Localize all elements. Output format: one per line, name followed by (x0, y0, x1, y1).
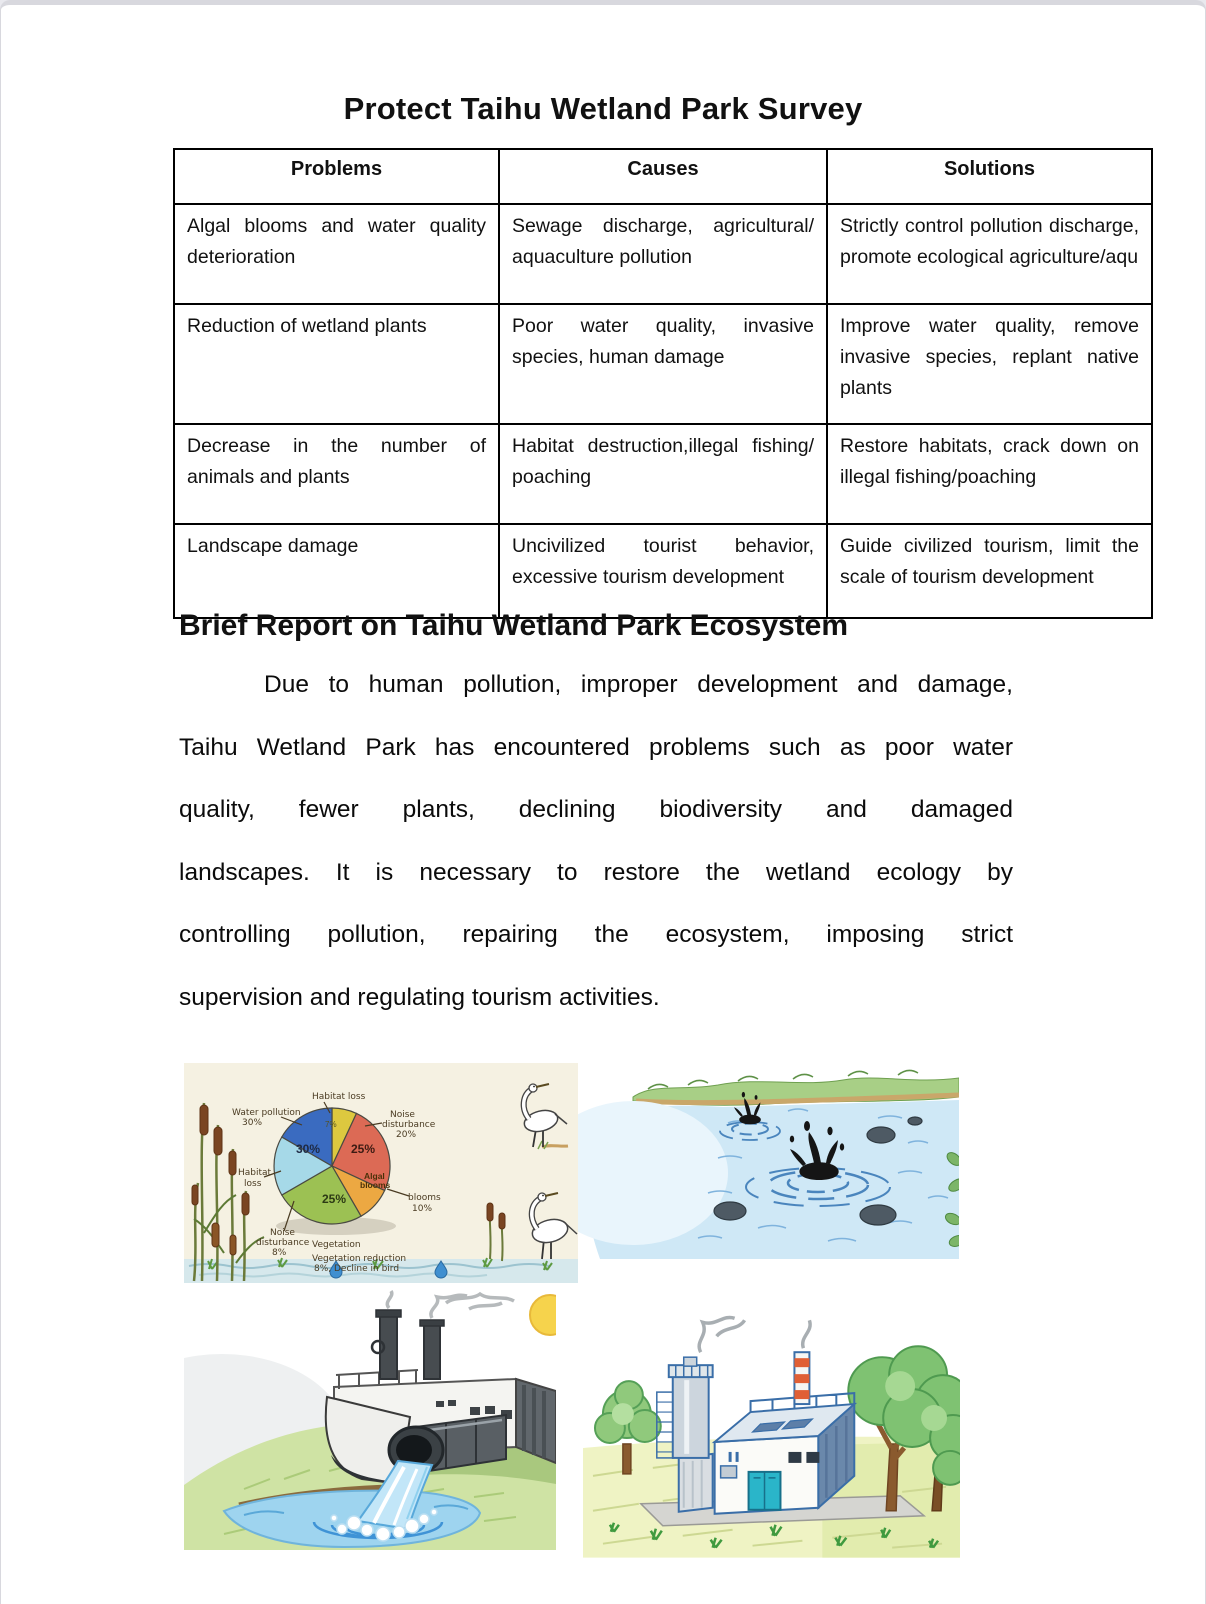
paragraph-line: Taihu Wetland Park has encountered problems such as poor water (179, 733, 1013, 761)
cell-cause: Sewage discharge, agricultural/ aquaculture pollution (499, 204, 827, 304)
svg-text:loss: loss (244, 1179, 262, 1189)
silo-icon (673, 1376, 709, 1458)
report-paragraph (179, 671, 1013, 1046)
column-header-problems: Problems (174, 149, 499, 204)
column-header-solutions: Solutions (827, 149, 1152, 204)
pie-value-label: 25% (351, 1142, 376, 1156)
svg-text:Noise: Noise (390, 1110, 415, 1120)
svg-text:disturbance: disturbance (256, 1238, 310, 1248)
smokestack-icon (380, 1315, 397, 1379)
wetland-pie-svg (184, 1063, 578, 1283)
svg-text:blooms: blooms (408, 1193, 441, 1203)
pie-value-label: blooms (360, 1180, 391, 1190)
svg-text:Water pollution: Water pollution (232, 1108, 301, 1118)
polluted-lake-svg (578, 1063, 959, 1259)
cell-cause: Uncivilized tourist behavior, excessive tourism development (499, 524, 827, 618)
cell-solution: Strictly control pollution discharge, promote ecological agriculture/aqu (827, 204, 1152, 304)
table-header-row (174, 149, 1152, 204)
smokestack-icon (424, 1325, 440, 1379)
paragraph-line: supervision and regulating tourism activities. (179, 983, 660, 1011)
pie-value-label: Algal (364, 1171, 385, 1181)
cell-problem: Decrease in the number of animals and plants (174, 424, 499, 524)
table-row (174, 524, 1152, 618)
svg-text:10%: 10% (412, 1204, 433, 1214)
svg-text:30%: 30% (242, 1118, 263, 1128)
cell-solution: Guide civilized tourism, limit the scale of tourism development (827, 524, 1152, 618)
striped-chimney-icon (794, 1352, 809, 1404)
cell-cause: Habitat destruction,illegal fishing/ poaching (499, 424, 827, 524)
cell-problem: Reduction of wetland plants (174, 304, 499, 424)
eco-plant-svg (583, 1296, 960, 1558)
pie-value-label: 30% (296, 1142, 321, 1156)
svg-text:Noise: Noise (270, 1228, 295, 1238)
survey-table (173, 148, 1153, 619)
wetland-pie-illustration (184, 1063, 578, 1283)
table-row (174, 304, 1152, 424)
paragraph-line: Due to human pollution, improper development and damage, (264, 671, 1013, 698)
cell-solution: Improve water quality, remove invasive species, replant native plants (827, 304, 1152, 424)
eco-plant-illustration (583, 1296, 960, 1558)
pie-value-label: 7% (325, 1120, 337, 1129)
pie-value-label: 25% (322, 1192, 347, 1206)
discharge-pipe-svg (184, 1289, 556, 1550)
column-header-causes: Causes (499, 149, 827, 204)
paragraph-line: landscapes. It is necessary to restore the wetland ecology by (179, 858, 1013, 886)
cell-solution: Restore habitats, crack down on illegal fishing/poaching (827, 424, 1152, 524)
paragraph-line: quality, fewer plants, declining biodiversity and damaged (179, 796, 1013, 823)
cell-problem: Algal blooms and water quality deterioration (174, 204, 499, 304)
svg-text:disturbance: disturbance (382, 1120, 436, 1130)
table-row (174, 424, 1152, 524)
cell-problem: Landscape damage (174, 524, 499, 618)
svg-text:Vegetation reduction: Vegetation reduction (312, 1254, 407, 1264)
svg-text:Vegetation: Vegetation (312, 1240, 361, 1250)
report-heading: Brief Report on Taihu Wetland Park Ecosystem (179, 609, 849, 642)
paragraph-line: controlling pollution, repairing the ecosystem, imposing strict (179, 921, 1013, 948)
discharge-pipe-illustration (184, 1289, 556, 1550)
polluted-lake-illustration (578, 1063, 959, 1259)
svg-text:8%, Decline in bird: 8%, Decline in bird (314, 1264, 400, 1274)
svg-text:Habitat loss: Habitat loss (312, 1092, 366, 1102)
cell-cause: Poor water quality, invasive species, human damage (499, 304, 827, 424)
svg-text:Habitat: Habitat (238, 1168, 272, 1178)
lake-water (578, 1100, 959, 1259)
document-title: Protect Taihu Wetland Park Survey (343, 91, 863, 126)
table-row (174, 204, 1152, 304)
svg-text:20%: 20% (396, 1130, 417, 1140)
svg-text:8%: 8% (272, 1248, 287, 1258)
